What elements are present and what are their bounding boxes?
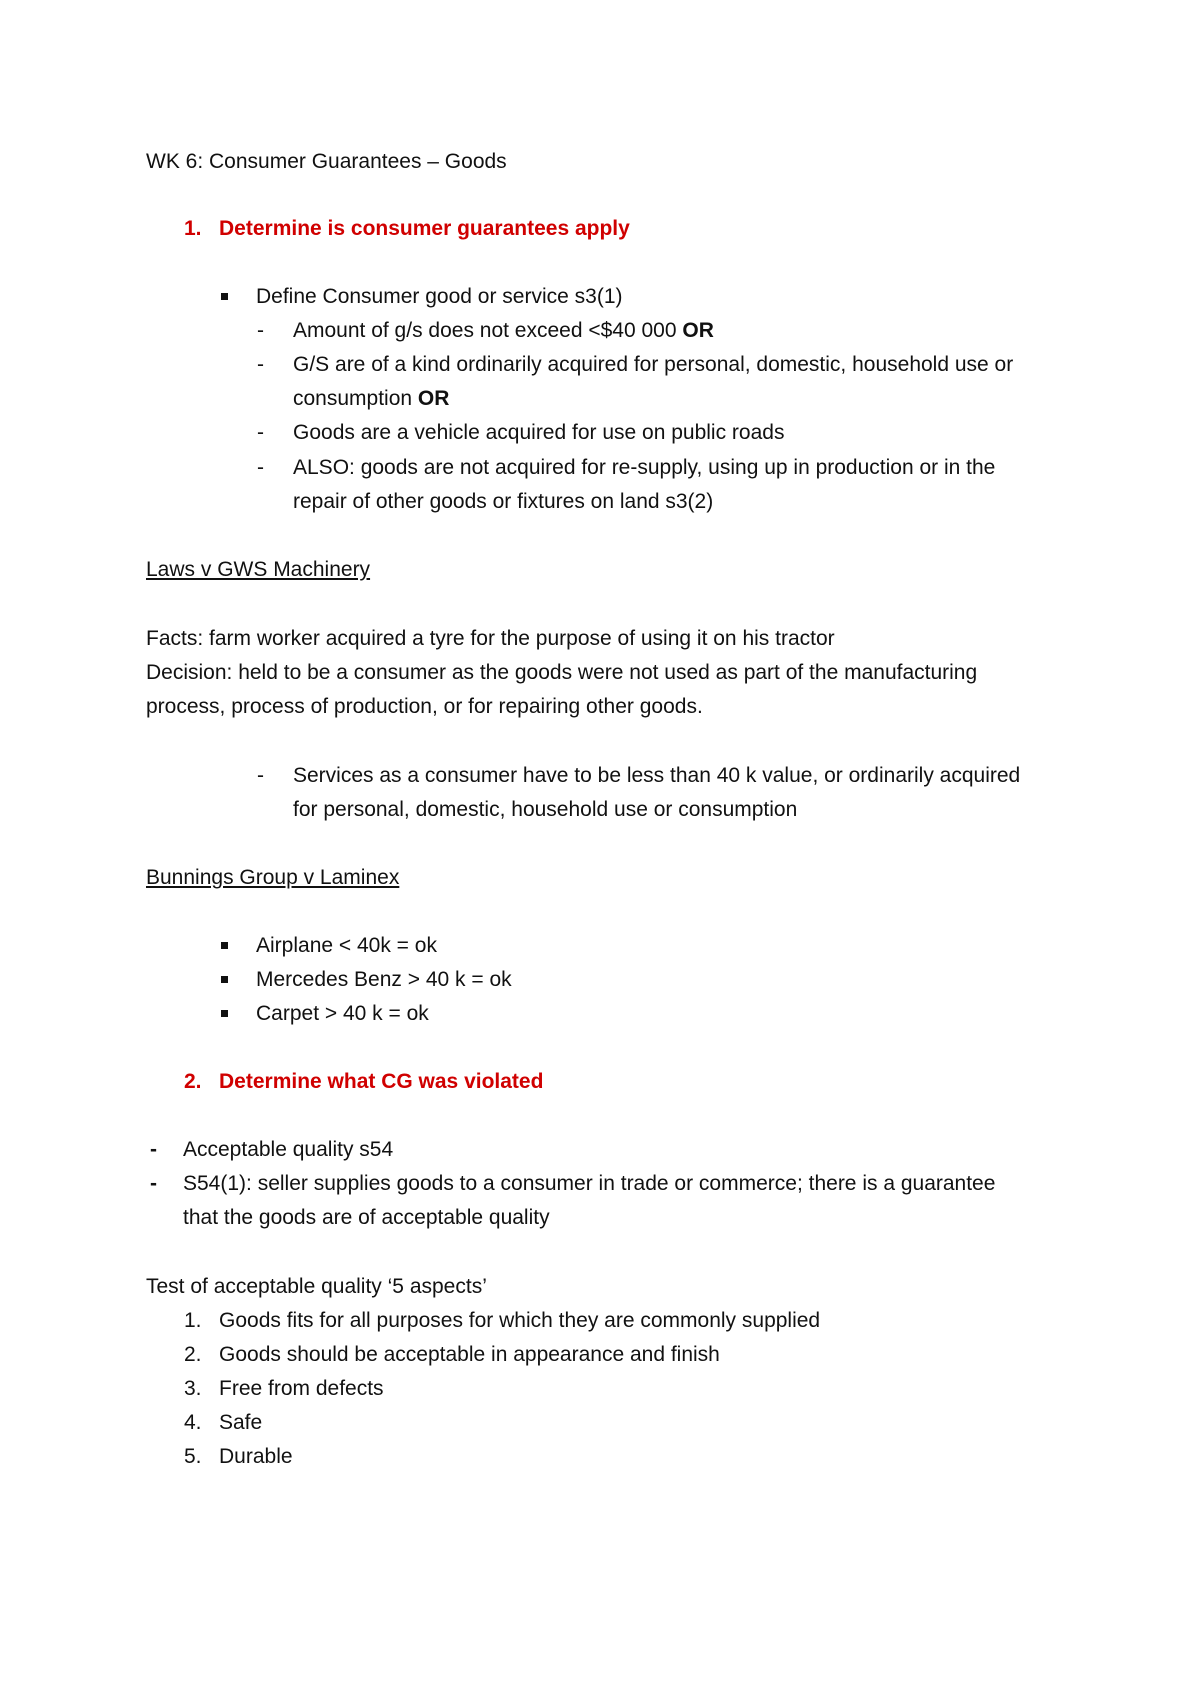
- define-consumer-bullet: Define Consumer good or service s3(1): [256, 285, 623, 308]
- item-bold: OR: [417, 387, 450, 410]
- section-1-item-cont: [293, 382, 449, 416]
- square-bullet-icon: [221, 1010, 228, 1017]
- test-item: Safe: [219, 1411, 263, 1434]
- document-title: WK 6: Consumer Guarantees – Goods: [146, 150, 507, 173]
- section-1-item: ALSO: goods are not acquired for re-supply, using up in production or in the: [293, 456, 996, 479]
- section-2-item-cont: that the goods are of acceptable quality: [183, 1206, 550, 1229]
- square-bullet-icon: [221, 293, 228, 300]
- dash-marker: -: [257, 353, 264, 376]
- item-text: Amount of g/s does not exceed <$40 000: [293, 319, 683, 342]
- case-laws-v-gws: Laws v GWS Machinery: [146, 558, 371, 581]
- test-title: Test of acceptable quality ‘5 aspects’: [146, 1275, 487, 1298]
- dash-marker: -: [257, 456, 264, 479]
- case-decision-cont: process, process of production, or for repairing other goods.: [146, 695, 703, 718]
- section-2-item: Acceptable quality s54: [183, 1138, 394, 1161]
- section-1-number: 1.: [184, 217, 202, 240]
- test-item-number: 3.: [184, 1377, 202, 1400]
- services-note-cont: for personal, domestic, household use or consumption: [293, 798, 798, 821]
- case-2-bullet: Carpet > 40 k = ok: [256, 1002, 429, 1025]
- case-2-bullet: Airplane < 40k = ok: [256, 934, 437, 957]
- dash-marker: -: [150, 1172, 157, 1195]
- section-2-heading: Determine what CG was violated: [219, 1070, 544, 1093]
- test-item-number: 1.: [184, 1309, 202, 1332]
- test-item-number: 5.: [184, 1445, 202, 1468]
- square-bullet-icon: [221, 976, 228, 983]
- test-item-number: 4.: [184, 1411, 202, 1434]
- test-item: Free from defects: [219, 1377, 384, 1400]
- dash-marker: -: [257, 764, 264, 787]
- section-1-item: [293, 314, 714, 348]
- section-1-item: G/S are of a kind ordinarily acquired for personal, domestic, household use or: [293, 353, 1014, 376]
- test-item: Goods fits for all purposes for which they are commonly supplied: [219, 1309, 821, 1332]
- services-note: Services as a consumer have to be less than 40 k value, or ordinarily acquired: [293, 764, 1021, 787]
- section-2-item: S54(1): seller supplies goods to a consumer in trade or commerce; there is a guarantee: [183, 1172, 996, 1195]
- section-1-heading: Determine is consumer guarantees apply: [219, 217, 630, 240]
- test-item: Goods should be acceptable in appearance and finish: [219, 1343, 720, 1366]
- test-item: Durable: [219, 1445, 293, 1468]
- test-item-number: 2.: [184, 1343, 202, 1366]
- section-2-number: 2.: [184, 1070, 202, 1093]
- case-bunnings-v-laminex: Bunnings Group v Laminex: [146, 866, 400, 889]
- section-1-item: Goods are a vehicle acquired for use on public roads: [293, 421, 785, 444]
- item-text: consumption: [293, 387, 418, 410]
- dash-marker: -: [257, 319, 264, 342]
- square-bullet-icon: [221, 942, 228, 949]
- case-decision: Decision: held to be a consumer as the goods were not used as part of the manufacturing: [146, 661, 978, 684]
- case-facts: Facts: farm worker acquired a tyre for the purpose of using it on his tractor: [146, 627, 835, 650]
- case-2-bullet: Mercedes Benz > 40 k = ok: [256, 968, 512, 991]
- dash-marker: -: [257, 421, 264, 444]
- section-1-item-cont: repair of other goods or fixtures on land s3(2): [293, 490, 714, 513]
- item-bold: OR: [682, 319, 714, 342]
- dash-marker: -: [150, 1138, 157, 1161]
